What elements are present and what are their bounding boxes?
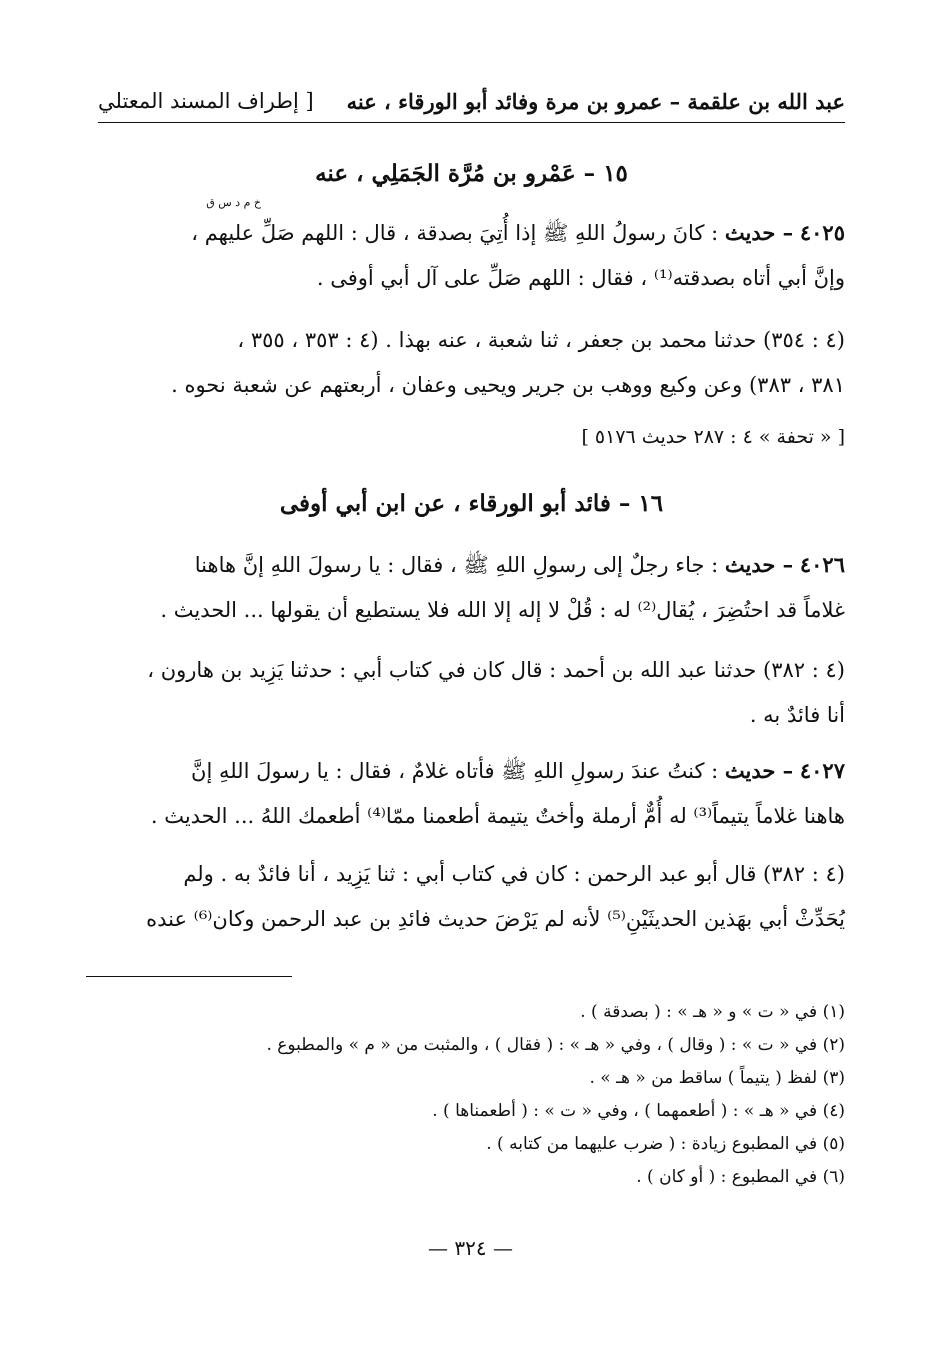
- running-header: [98, 84, 845, 118]
- isnad-line: (٤ : ٣٥٤) حدثنا محمد بن جعفر ، ثنا شعبة ، عنه بهذا . (٤ : ٣٥٣ ، ٣٥٥ ،: [237, 328, 845, 352]
- hadith-number: ٤٠٢٧: [799, 758, 845, 783]
- hadith-4027-line2: هاهنا غلاماً يتيماً⁽³⁾ له أُمٌّ أرملة وأختٌ يتيمة أطعمنا ممّا⁽⁴⁾ أطعمك اللهُ ... الحديث .: [150, 804, 845, 828]
- hadith-4026-line2: غلاماً قد احتُضِرَ ، يُقال⁽²⁾ له : قُلْ لا إله إلا الله فلا يستطيع أن يقولها ... الحديث .: [160, 598, 845, 622]
- footnote-4: (٤) في « هـ » : ( أطعمهما ) ، وفي « ت » : ( أطعمناها ) .: [432, 1101, 845, 1121]
- isnad-4025: [98, 318, 845, 408]
- hadith-text: : كنتُ عندَ رسولِ اللهِ ﷺ فأتاه غلامٌ ، فقال : يا رسولَ اللهِ إنَّ: [191, 759, 719, 783]
- footnote-6: (٦) في المطبوع : ( أو كان ) .: [636, 1167, 845, 1187]
- hadith-text: : جاء رجلٌ إلى رسولِ اللهِ ﷺ ، فقال : يا رسولَ اللهِ إنَّ هاهنا: [194, 553, 719, 577]
- hadith-lead: – حديث: [724, 552, 794, 577]
- hadith-4027-line1: [98, 748, 845, 794]
- hadith-4027: [98, 748, 845, 839]
- isnad-line: (٤ : ٣٨٢) حدثنا عبد الله بن أحمد : قال كان في كتاب أبي : حدثنا يَزِيد بن هارون ،: [147, 658, 845, 682]
- header-rule: [98, 122, 845, 123]
- footnote-rule: [86, 976, 292, 977]
- footnote-3: (٣) لفظ ( يتيماً ) ساقط من « هـ » .: [589, 1068, 845, 1088]
- hadith-4025-line1: [98, 210, 845, 256]
- hadith-lead: – حديث: [724, 758, 794, 783]
- isnad-4027: [98, 852, 845, 942]
- hadith-4026-line1: [98, 542, 845, 588]
- hadith-4025-line2: وإنَّ أبي أتاه بصدقته⁽¹⁾ ، فقال : اللهم صَلِّ على آل أبي أوفى .: [316, 266, 845, 290]
- header-book-title: [ إطراف المسند المعتلي: [98, 89, 314, 113]
- header-title: عبد الله بن علقمة – عمرو بن مرة وفائد أبو الورقاء ، عنه: [346, 88, 845, 114]
- section-heading-15: ١٥ – عَمْرو بن مُرَّة الجَمَلِي ، عنه: [315, 160, 628, 187]
- isnad-line: (٤ : ٣٨٢) قال أبو عبد الرحمن : كان في كتاب أبي : ثنا يَزِيد ، أنا فائدٌ به . ولم: [183, 862, 845, 886]
- hadith-4026: [98, 542, 845, 633]
- tuhfa-reference: [ « تحفة » ٤ : ٢٨٧ حديث ٥١٧٦ ]: [581, 426, 845, 448]
- isnad-4026: [98, 648, 845, 738]
- hadith-4025: [98, 210, 845, 301]
- hadith-text: : كانَ رسولُ اللهِ ﷺ إذا أُتِيَ بصدقة ، قال : اللهم صَلِّ عليهم ،: [191, 221, 719, 245]
- footnote-2: (٢) في « ت » : ( وقال ) ، وفي « هـ » : ( فقال ) ، والمثبت من « م » والمطبوع .: [266, 1035, 845, 1055]
- footnote-5: (٥) في المطبوع زيادة : ( ضرب عليهما من كتابه ) .: [486, 1134, 845, 1154]
- hadith-lead: – حديث: [724, 220, 794, 245]
- isnad-line: يُحَدِّثْ أبي بهَذين الحديثَيْنِ⁽⁵⁾ لأنه لم يَرْضَ حديث فائدِ بن عبد الرحمن وكان⁽⁶⁾ عنده: [146, 907, 845, 931]
- section-heading-16: ١٦ – فائد أبو الورقاء ، عن ابن أبي أوفى: [279, 490, 664, 517]
- hadith-number: ٤٠٢٥: [799, 220, 845, 245]
- page-number: — ٣٢٤ —: [428, 1236, 513, 1260]
- isnad-line: أنا فائدٌ به .: [749, 703, 845, 727]
- footnote-1: (١) في « ت » و « هـ » : ( بصدقة ) .: [580, 1002, 845, 1022]
- footnotes: [98, 996, 845, 1194]
- isnad-line: ٣٨١ ، ٣٨٣) وعن وكيع ووهب بن جرير ويحيى وعفان ، أربعتهم عن شعبة نحوه .: [171, 373, 845, 397]
- hadith-number: ٤٠٢٦: [799, 552, 845, 577]
- hadith-sigla: خ م د س ق: [206, 196, 261, 209]
